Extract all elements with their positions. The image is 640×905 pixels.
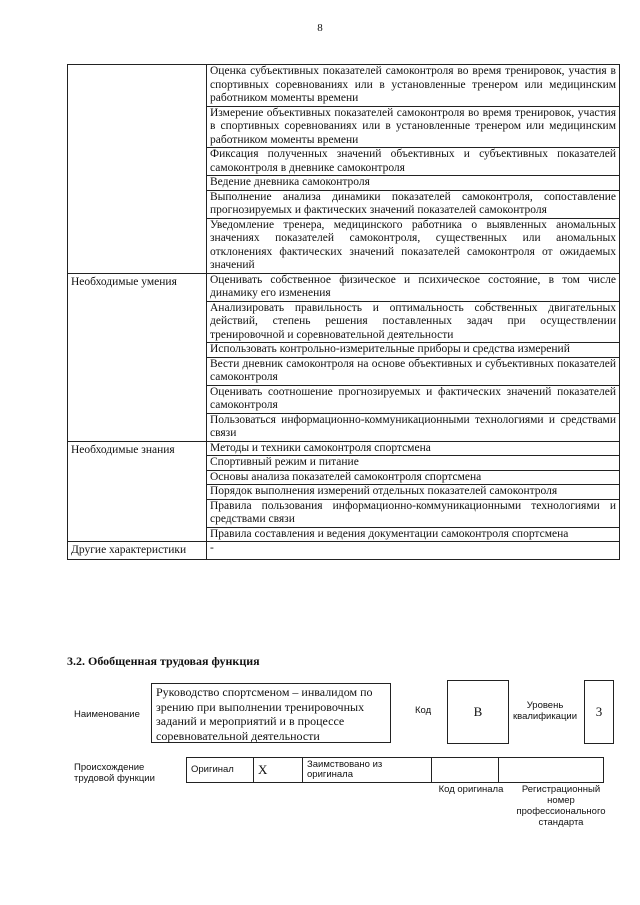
origin-code-cell [432,758,499,783]
table-cell: Порядок выполнения измерений отдельных показателей самоконтроля [207,485,619,500]
section-title: 3.2. Обобщенная трудовая функция [67,654,260,668]
table-cell: Уведомление тренера, медицинского работника о выявленных аномальных значениях показателей самоконтроля, существенных или аномальных отклонениях фактических значений показателей самоконтроля от ожидаемых значений [210,218,616,271]
group-label [68,65,207,274]
origin-code-label: Код оригинала [438,784,504,795]
table-cell: Оценивать собственное физическое и психическое состояние, в том числе динамику его изменения [207,274,619,302]
table-cell: Использовать контрольно-измерительные приборы и средства измерений [207,343,619,358]
table-cell: Фиксация полученных значений объективных и субъективных показателей самоконтроля в дневнике самоконтроля [207,148,619,176]
name-label: Наименование [74,709,140,720]
table-cell: Оценивать соотношение прогнозируемых и фактических значений показателей самоконтроля [207,386,619,414]
table-cell: Ведение дневника самоконтроля [207,176,619,191]
page-number: 8 [317,22,323,34]
group-content [207,542,620,560]
origin-table [186,757,604,783]
reg-number-cell [499,758,604,783]
level-value-box: 3 [584,680,614,744]
table-cell: Измерение объективных показателей самоконтроля во время тренировок, участия в спортивных соревнованиях или в установленные тренером или медицинским работником моменты времени [207,107,619,149]
table-cell: Анализировать правильность и оптимальность собственных двигательных действий, степень решения поставленных задач при осуществлении тренировочной и соревновательной деятельности [207,302,619,344]
reg-number-label: Регистрационный номер профессионального стандарта [516,784,606,828]
table-row [68,65,620,274]
table-cell: Правила пользования информационно-коммуникационными технологиями и средствами связи [207,500,619,528]
group-content [207,65,620,274]
table-cell: Спортивный режим и питание [207,456,619,471]
group-content [207,273,620,441]
table-cell: Выполнение анализа динамики показателей самоконтроля, сопоставление прогнозируемых и фактических значений показателей самоконтроля [207,191,619,219]
borrowed-label: Заимствовано из оригинала [303,758,432,783]
group-content [207,441,620,542]
table-cell: Пользоваться информационно-коммуникационными технологиями и средствами связи [210,413,616,439]
table-cell: Основы анализа показателей самоконтроля спортсмена [207,471,619,486]
table-cell: Правила составления и ведения документации самоконтроля спортсмена [210,527,569,540]
table-row [68,273,620,441]
table-cell: - [210,542,214,554]
table-cell: Оценка субъективных показателей самоконтроля во время тренировок, участия в спортивных соревнованиях или в установленные тренером или медицинским работником моменты времени [207,65,619,107]
original-label: Оригинал [187,758,254,783]
table-row [68,441,620,542]
group-label: Необходимые умения [68,273,207,441]
table-row [68,542,620,560]
function-name-box: Руководство спортсменом – инвалидом по зрению при выполнении тренировочных заданий и мероприятий и в процессе соревновательной деятельности [151,683,391,743]
code-label: Код [415,705,432,716]
group-label: Необходимые знания [68,441,207,542]
level-label: Уровень квалификации [512,700,578,722]
original-mark: Х [254,758,303,783]
labor-function-table [67,64,620,560]
origin-label: Происхождение трудовой функции [74,762,155,784]
table-cell: Методы и техники самоконтроля спортсмена [207,442,619,457]
code-value-box: В [447,680,509,744]
group-label: Другие характеристики [68,542,207,560]
table-cell: Вести дневник самоконтроля на основе объективных и субъективных показателей самоконтроля [207,358,619,386]
